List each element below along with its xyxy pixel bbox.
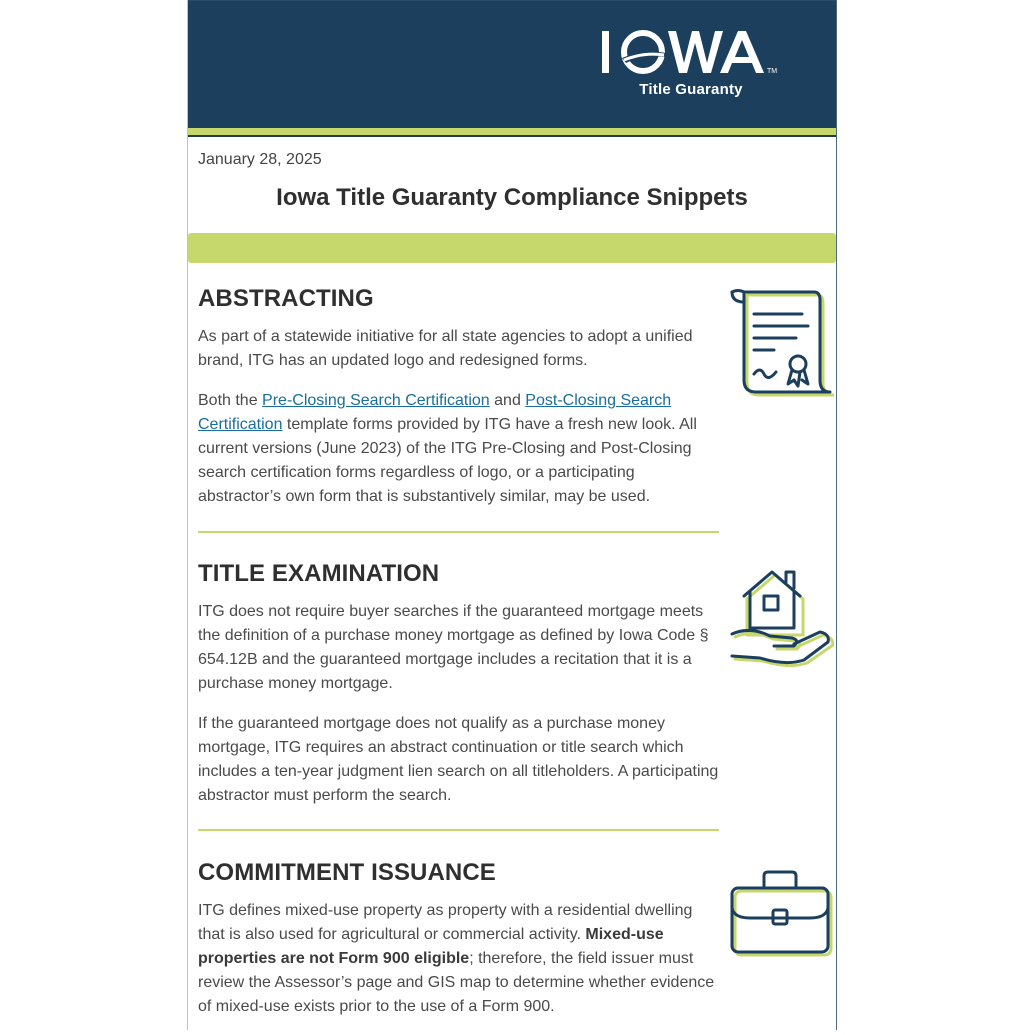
emphasis-text: Mixed-use properties are not Form 900 eligible xyxy=(198,926,664,967)
text-run: and xyxy=(489,392,526,409)
svg-text:TM: TM xyxy=(767,68,778,75)
title-band xyxy=(188,233,836,263)
section-divider xyxy=(198,829,719,831)
email-container xyxy=(187,0,837,1030)
text-run: ITG defines mixed-use property as property with a residential dwelling that is also used for agricultural or commercial activity. xyxy=(198,902,693,943)
header-stripe xyxy=(188,128,836,135)
section-paragraph: If the guaranteed mortgage does not qualify as a purchase money mortgage, ITG requires an abstract continuation or title search which includes a ten-year judgment lien search on all titleholders. A participating abstractor must perform the search. xyxy=(198,715,719,804)
section-heading: TITLE EXAMINATION xyxy=(198,560,440,587)
house-in-hand-icon xyxy=(730,566,834,676)
post-closing-certification-link[interactable]: Post-Closing Search Certification xyxy=(198,392,672,433)
email-header xyxy=(188,0,836,129)
section-commitment-issuance xyxy=(198,859,720,1035)
section-heading: COMMITMENT ISSUANCE xyxy=(198,859,496,886)
issue-date: January 28, 2025 xyxy=(198,151,322,168)
section-heading: ABSTRACTING xyxy=(198,285,374,312)
newsletter-title: Iowa Title Guaranty Compliance Snippets xyxy=(276,184,748,211)
text-run: template forms provided by ITG have a fresh new look. All current versions (June 2023) of the ITG Pre-Closing and Post-Closing search certification forms regardless of logo, or a participating abstractor’s own form that is substantively similar, may be used. xyxy=(198,416,697,505)
text-run: ; therefore, the field issuer must review the Assessor’s page and GIS map to determine whether evidence of mixed-use exists prior to the use of a Form 900. xyxy=(198,950,715,1015)
logo-tagline: Title Guaranty xyxy=(639,81,743,98)
pre-closing-certification-link[interactable]: Pre-Closing Search Certification xyxy=(262,392,490,409)
certificate-icon xyxy=(730,288,834,398)
text-run: Both the xyxy=(198,392,263,409)
section-divider xyxy=(198,531,719,533)
section-paragraph xyxy=(198,899,720,1019)
header-rule xyxy=(188,135,836,137)
section-paragraph: As part of a statewide initiative for all state agencies to adopt a unified brand, ITG has an updated logo and redesigned forms. xyxy=(198,328,693,369)
section-abstracting xyxy=(198,285,720,525)
section-paragraph: ITG does not require buyer searches if the guaranteed mortgage meets the definition of a purchase money mortgage as defined by Iowa Code § 654.12B and the guaranteed mortgage includes a recitation that it is a purchase money mortgage. xyxy=(198,603,709,692)
section-title-examination xyxy=(198,560,720,824)
section-paragraph xyxy=(198,389,720,509)
briefcase-icon xyxy=(730,868,834,978)
